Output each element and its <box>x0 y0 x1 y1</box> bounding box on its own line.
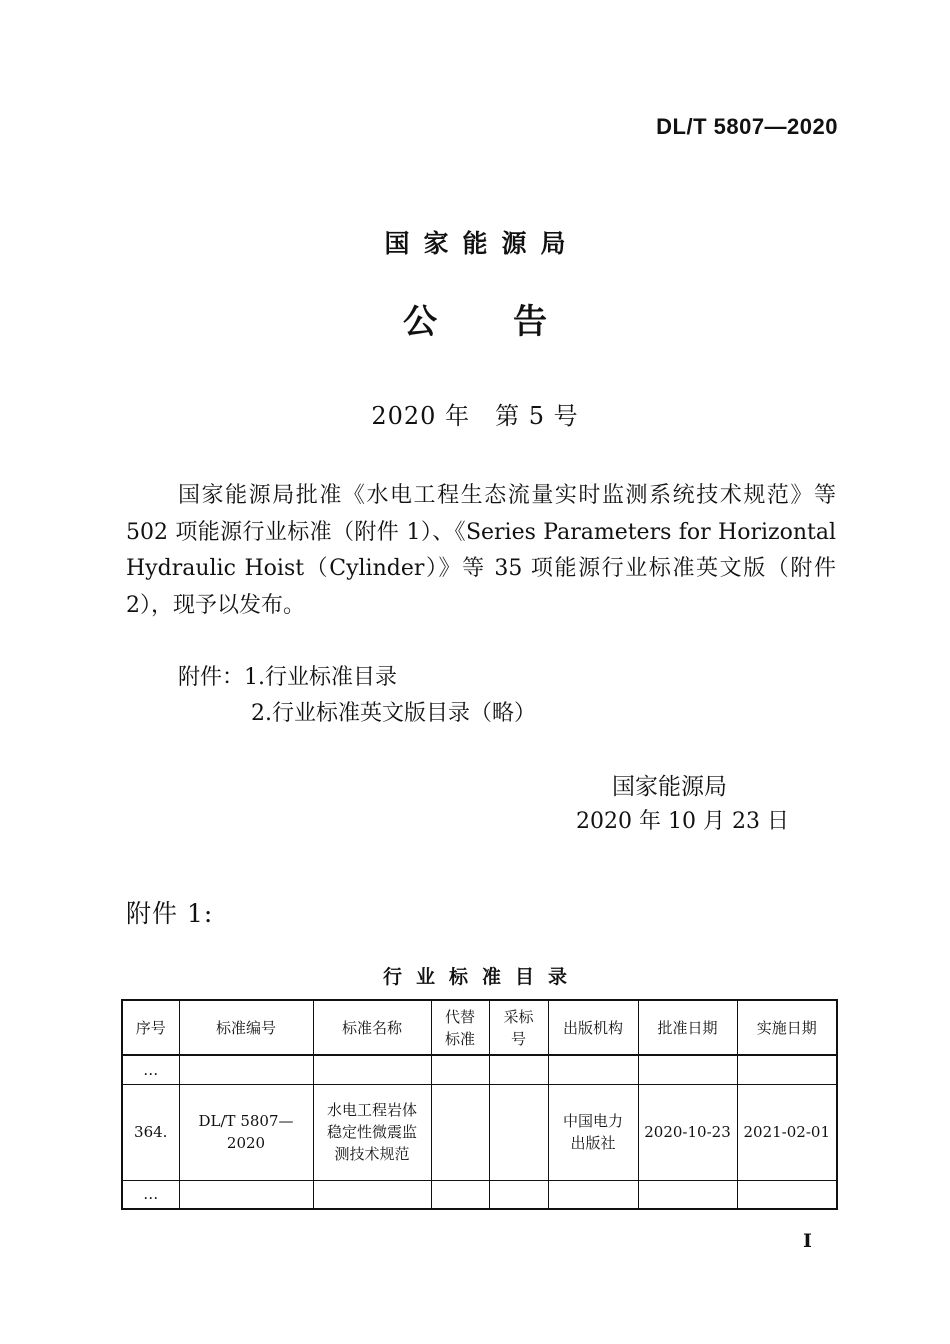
table-cell <box>179 1180 313 1209</box>
column-header: 采标号 <box>489 1000 548 1055</box>
column-header: 序号 <box>122 1000 179 1055</box>
page-number: I <box>803 1230 812 1252</box>
announcement-title: 公告 <box>403 302 623 342</box>
column-header: 标准编号 <box>179 1000 313 1055</box>
standards-table <box>121 999 838 1210</box>
table-cell <box>431 1180 489 1209</box>
table-cell <box>179 1055 313 1084</box>
table-cell <box>737 1055 837 1084</box>
table-cell: 2020-10-23 <box>638 1084 737 1180</box>
table-cell <box>489 1084 548 1180</box>
table-cell <box>638 1180 737 1209</box>
catalog-title: 行业标准目录 <box>382 966 581 988</box>
column-header: 代替标准 <box>431 1000 489 1055</box>
table-cell: … <box>122 1055 179 1084</box>
table-cell: DL/T 5807—2020 <box>179 1084 313 1180</box>
table-cell <box>431 1084 489 1180</box>
attachment-line-2: 2.行业标准英文版目录（略） <box>251 701 536 726</box>
table-cell: 水电工程岩体稳定性微震监测技术规范 <box>313 1084 431 1180</box>
table-row <box>122 1180 837 1209</box>
table-cell <box>431 1055 489 1084</box>
column-header: 出版机构 <box>548 1000 638 1055</box>
announcement-body: 国家能源局批准《水电工程生态流量实时监测系统技术规范》等 502 项能源行业标准（附件 1）、《Series Parameters for Horizontal Hydraulic Hoist（Cylinder）》等 35 项能源行业标准英文版（附件 2），现予以发布。 <box>126 483 836 618</box>
signature-date: 2020 年 10 月 23 日 <box>576 809 789 834</box>
table-cell: 2021-02-01 <box>737 1084 837 1180</box>
standard-code: DL/T 5807—2020 <box>656 114 838 139</box>
column-header: 标准名称 <box>313 1000 431 1055</box>
table-cell: 364. <box>122 1084 179 1180</box>
table-cell <box>313 1180 431 1209</box>
table-row <box>122 1055 837 1084</box>
table-cell: 中国电力出版社 <box>548 1084 638 1180</box>
table-cell <box>548 1180 638 1209</box>
appendix-label: 附件 1: <box>126 899 214 928</box>
column-header: 实施日期 <box>737 1000 837 1055</box>
table-row <box>122 1084 837 1180</box>
attachment-line-1: 附件：1.行业标准目录 <box>178 665 397 690</box>
table-cell <box>548 1055 638 1084</box>
column-header: 批准日期 <box>638 1000 737 1055</box>
table-cell <box>737 1180 837 1209</box>
agency-title: 国家能源局 <box>384 229 580 258</box>
table-cell <box>638 1055 737 1084</box>
table-cell: … <box>122 1180 179 1209</box>
table-header-row <box>122 1000 837 1055</box>
table-cell <box>489 1055 548 1084</box>
table-cell <box>489 1180 548 1209</box>
issue-number: 2020 年 第 5 号 <box>371 402 579 430</box>
table-cell <box>313 1055 431 1084</box>
signature-organization: 国家能源局 <box>612 774 727 800</box>
